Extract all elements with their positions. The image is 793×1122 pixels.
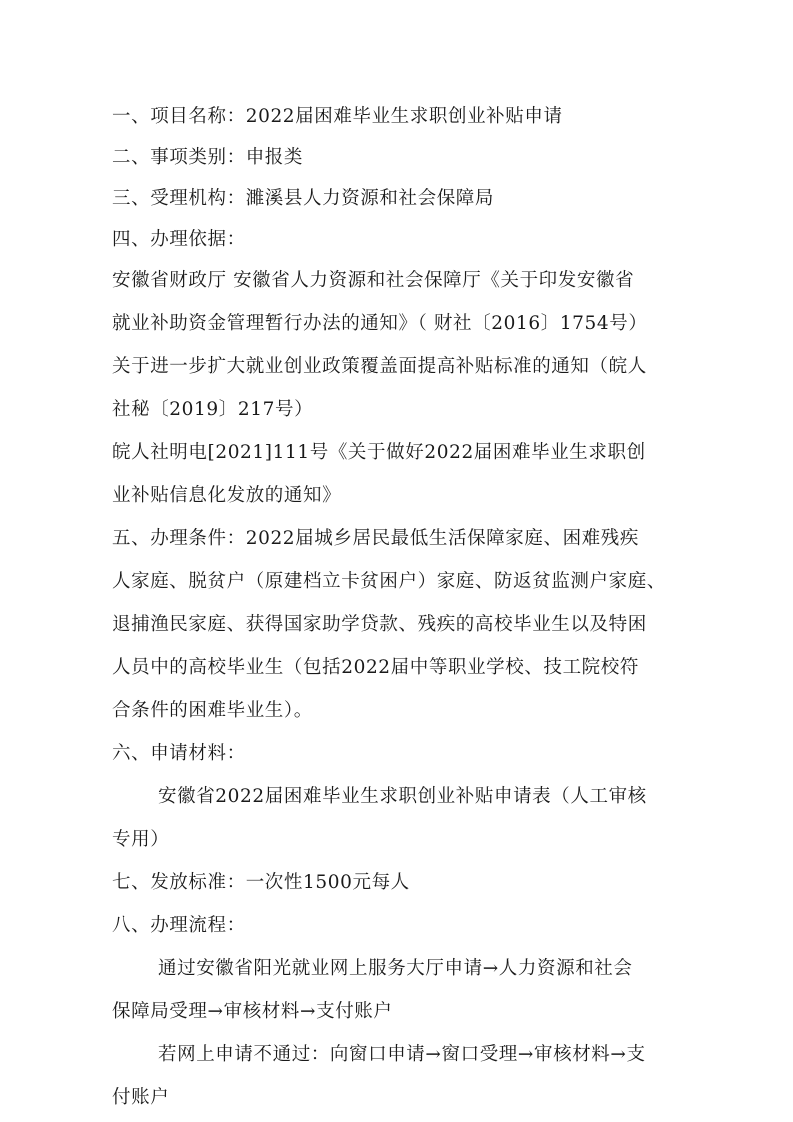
basis-heading: 四、办理依据：: [112, 229, 246, 250]
basis-text-2a: 关于进一步扩大就业创业政策覆盖面提高补贴标准的通知（皖人: [112, 356, 647, 377]
conditions-line-4: 人员中的高校毕业生（包括2022届中等职业学校、技工院校符: [112, 657, 639, 678]
document-page: [112, 100, 682, 1115]
process-window-b: 付账户: [112, 1087, 170, 1108]
conditions-line-2: 人家庭、脱贫户（原建档立卡贫困户）家庭、防返贫监测户家庭、: [112, 571, 666, 592]
basis-text-3b: 业补贴信息化发放的通知》: [112, 485, 342, 506]
process-heading: 八、办理流程：: [112, 915, 246, 936]
conditions-line-1: 五、办理条件：2022届城乡居民最低生活保障家庭、困难残疾: [112, 528, 639, 549]
materials-text-a: 安徽省2022届困难毕业生求职创业补贴申请表（人工审核: [158, 786, 647, 807]
materials-text-b: 专用）: [112, 829, 170, 850]
process-online-a: 通过安徽省阳光就业网上服务大厅申请→人力资源和社会: [158, 958, 633, 979]
project-name-line: 一、项目名称：2022届困难毕业生求职创业补贴申请: [112, 106, 563, 127]
basis-text-1a: 安徽省财政厅 安徽省人力资源和社会保障厅《关于印发安徽省: [112, 270, 635, 291]
category-line: 二、事项类别：申报类: [112, 147, 304, 168]
basis-text-2b: 社秘〔2019〕217号）: [112, 399, 314, 420]
process-online-b: 保障局受理→审核材料→支付账户: [112, 1001, 393, 1022]
basis-text-1b: 就业补助资金管理暂行办法的通知》（ 财社〔2016〕1754号）: [112, 313, 648, 334]
agency-line: 三、受理机构：濉溪县人力资源和社会保障局: [112, 188, 495, 209]
process-window-a: 若网上申请不通过：向窗口申请→窗口受理→审核材料→支: [158, 1044, 646, 1065]
materials-heading: 六、申请材料：: [112, 743, 246, 764]
conditions-line-3: 退捕渔民家庭、获得国家助学贷款、残疾的高校毕业生以及特困: [112, 614, 647, 635]
standard-line: 七、发放标准：一次性1500元每人: [112, 872, 410, 893]
conditions-line-5: 合条件的困难毕业生）。: [112, 700, 313, 721]
basis-text-3a: 皖人社明电[2021]111号《关于做好2022届困难毕业生求职创: [112, 442, 646, 463]
